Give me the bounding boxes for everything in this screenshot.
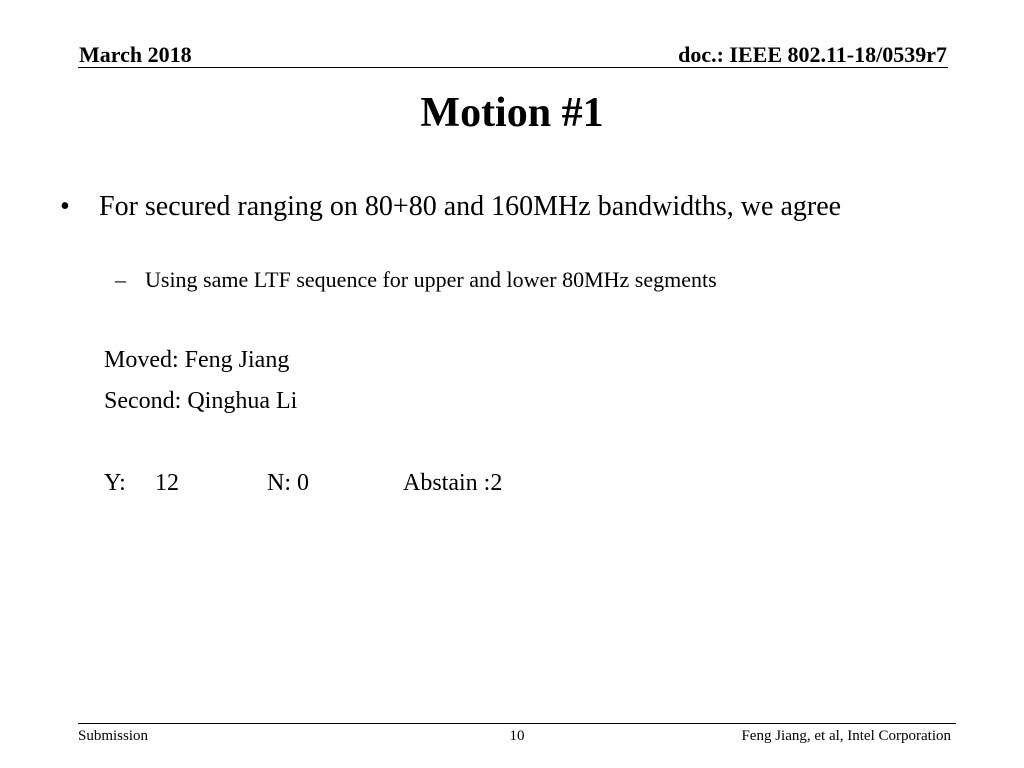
footer-submission: Submission (78, 728, 149, 744)
header-date: March 2018 (79, 42, 192, 67)
bullet-icon: • (60, 191, 70, 222)
dash-icon: – (115, 267, 126, 292)
vote-abstain: Abstain :2 (403, 470, 503, 496)
header-doc-id: doc.: IEEE 802.11-18/0539r7 (678, 42, 947, 67)
footer-divider (78, 723, 956, 724)
vote-yes-label: Y: (104, 470, 126, 496)
vote-yes-value: 12 (155, 470, 179, 496)
moved-line: Moved: Feng Jiang (104, 347, 290, 373)
vote-no: N: 0 (267, 470, 309, 496)
second-line: Second: Qinghua Li (104, 388, 298, 414)
header-divider (78, 67, 948, 68)
page-number: 10 (509, 728, 525, 744)
sub-bullet-text: Using same LTF sequence for upper and lower 80MHz segments (145, 267, 717, 292)
bullet-text: For secured ranging on 80+80 and 160MHz bandwidths, we agree (99, 191, 842, 222)
footer-author: Feng Jiang, et al, Intel Corporation (741, 728, 951, 744)
slide-title: Motion #1 (420, 90, 604, 136)
